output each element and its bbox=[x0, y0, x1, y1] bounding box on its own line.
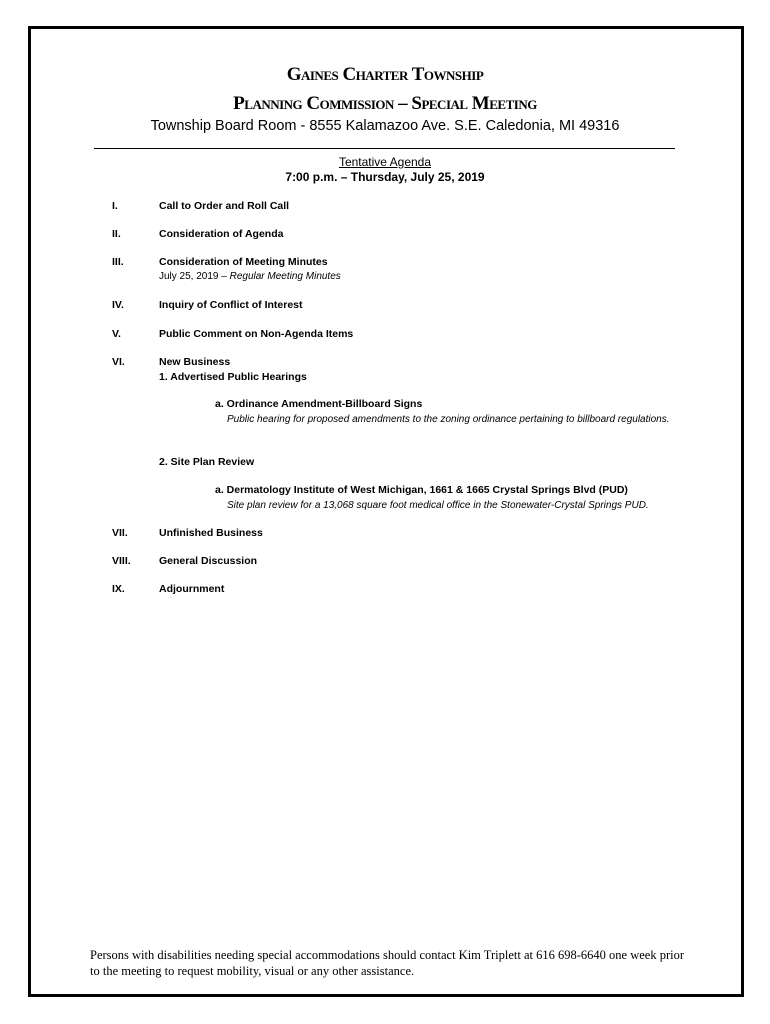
item-title: Consideration of Agenda bbox=[159, 228, 284, 240]
item-title: Adjournment bbox=[159, 583, 225, 595]
minutes-date: July 25, 2019 – bbox=[159, 271, 230, 282]
item-number: I. bbox=[112, 200, 118, 212]
minutes-type: Regular Meeting Minutes bbox=[229, 271, 341, 282]
township-title: Gaines Charter Township bbox=[286, 64, 484, 85]
item-number: V. bbox=[112, 328, 121, 340]
item-title: New Business bbox=[159, 356, 231, 368]
agenda-label: Tentative Agenda bbox=[338, 155, 432, 169]
meeting-address: Township Board Room - 8555 Kalamazoo Ave. S.E. Caledonia, MI 49316 bbox=[150, 118, 620, 134]
item-title: Call to Order and Roll Call bbox=[159, 200, 290, 212]
item-title: General Discussion bbox=[159, 555, 258, 567]
sub-item-heading: a. Dermatology Institute of West Michigan, 1661 & 1665 Crystal Springs Blvd (PUD) bbox=[215, 484, 628, 496]
item-title: Unfinished Business bbox=[159, 527, 263, 539]
meeting-time: 7:00 p.m. – Thursday, July 25, 2019 bbox=[285, 170, 485, 184]
accessibility-notice: Persons with disabilities needing special accommodations should contact Kim Triplett at 616 698-6640 one week prior to the meeting to request mobility, visual or any other assistance. bbox=[90, 948, 685, 978]
sub-item-title: 1. Advertised Public Hearings bbox=[159, 371, 307, 383]
item-number: III. bbox=[112, 256, 124, 268]
minutes-reference bbox=[159, 271, 341, 282]
sub-item-heading: a. Ordinance Amendment-Billboard Signs bbox=[215, 398, 423, 410]
item-number: IX. bbox=[112, 583, 125, 595]
sub-item-description: Site plan review for a 13,068 square foot medical office in the Stonewater-Crystal Springs PUD. bbox=[227, 500, 649, 511]
item-title: Public Comment on Non-Agenda Items bbox=[159, 328, 354, 340]
item-number: II. bbox=[112, 228, 121, 240]
item-number: VII. bbox=[112, 527, 128, 539]
sub-item-title: 2. Site Plan Review bbox=[159, 456, 255, 468]
header-divider bbox=[94, 148, 675, 149]
item-number: VIII. bbox=[112, 555, 131, 567]
item-number: VI. bbox=[112, 356, 125, 368]
item-title: Consideration of Meeting Minutes bbox=[159, 256, 328, 268]
item-title: Inquiry of Conflict of Interest bbox=[159, 299, 303, 311]
sub-item-description: Public hearing for proposed amendments to the zoning ordinance pertaining to billboard regulations. bbox=[227, 414, 670, 425]
meeting-title: Planning Commission – Special Meeting bbox=[233, 93, 537, 114]
item-number: IV. bbox=[112, 299, 124, 311]
